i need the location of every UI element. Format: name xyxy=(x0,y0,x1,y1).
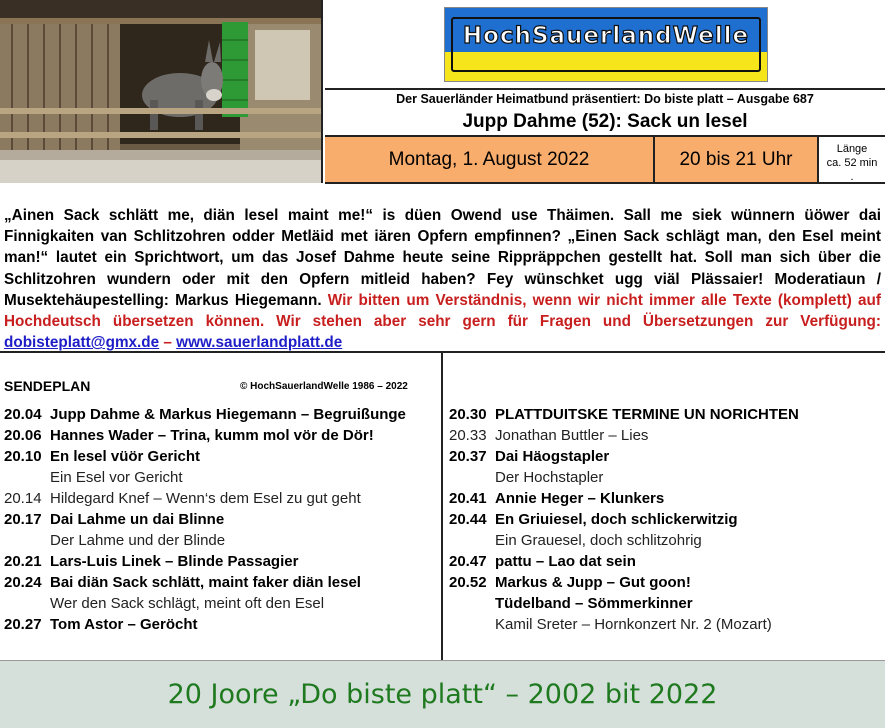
schedule-entry xyxy=(449,614,881,635)
schedule-title: Jupp Dahme & Markus Hiegemann – Begruißunge xyxy=(50,406,406,423)
schedule-title: Hildegard Knef – Wenn‘s dem Esel zu gut geht xyxy=(50,490,361,507)
broadcast-time: 20 bis 21 Uhr xyxy=(655,137,819,182)
schedule-title: PLATTDUITSKE TERMINE UN NORICHTEN xyxy=(495,406,799,423)
schedule-time: 20.27 xyxy=(4,616,42,633)
schedule-column-divider xyxy=(441,353,443,660)
description-main: „Ainen Sack schlätt me, diän lesel maint me!“ is düen Owend use Thäimen. Sall me siek wünnern üöwer dai Finnigkaiten van Schlitzohren odder Metläid met iären Opfern empfinnen? „Einen Sack schlägt man, den Esel meint man!“ lautet ein Sprichtwort, um das Josef Dahme heute seine Rippräppchen gestellt hat. Soll man sich über die Schlitzohren wundern oder mit den Opfern mitleid haben? Fey wünschket ugg viäl Plässaier! Moderatiaun / Musektehäupestelling: Markus Hiegemann. xyxy=(4,207,881,309)
length-dot: . xyxy=(850,171,854,183)
schedule-entry xyxy=(449,572,881,593)
header-photo xyxy=(0,0,323,183)
schedule-title: Tüdelband – Sömmerkinner xyxy=(495,595,693,612)
schedule-right-column xyxy=(449,404,881,635)
schedule-translation: Der Lahme und der Blinde xyxy=(50,532,226,549)
schedule-translation-row xyxy=(4,467,440,488)
schedule-translation-row xyxy=(4,593,440,614)
station-logo[interactable] xyxy=(444,7,768,82)
schedule-title: Markus & Jupp – Gut goon! xyxy=(495,574,691,591)
translation-notice: Wir bitten um Verständnis, wenn wir nicht immer alle Texte (komplett) auf Hochdeutsch übersetzen können. Wir stehen aber sehr gern für Fragen und Übersetzungen zur Verfügung: xyxy=(4,291,881,331)
schedule-entry xyxy=(4,614,440,635)
schedule-translation-row xyxy=(4,530,440,551)
schedule-entry xyxy=(4,488,440,509)
schedule-time: 20.41 xyxy=(449,490,487,507)
schedule-title: Bai diän Sack schlätt, maint faker diän lesel xyxy=(50,574,361,591)
schedule-time: 20.10 xyxy=(4,448,42,465)
schedule-title: En lesel vüör Gericht xyxy=(50,448,201,465)
schedule-entry xyxy=(4,404,440,425)
length-box xyxy=(819,137,885,182)
schedule-translation-row xyxy=(449,467,881,488)
schedule-time xyxy=(449,593,495,614)
schedule-translation-row xyxy=(449,530,881,551)
schedule-entry xyxy=(449,509,881,530)
schedule-time: 20.52 xyxy=(449,574,487,591)
schedule-title: Annie Heger – Klunkers xyxy=(495,490,665,507)
length-value: ca. 52 min xyxy=(826,157,878,169)
schedule-title: Jonathan Buttler – Lies xyxy=(495,427,649,444)
schedule-entry xyxy=(449,488,881,509)
schedule-time: 20.04 xyxy=(4,406,42,423)
length-label: Länge xyxy=(836,143,868,155)
footer-banner xyxy=(0,660,885,728)
episode-title: Jupp Dahme (52): Sack un lesel xyxy=(462,111,748,132)
schedule-time: 20.24 xyxy=(4,574,42,591)
schedule-time: 20.17 xyxy=(4,511,42,528)
schedule-title: Dai Häogstapler xyxy=(495,448,610,465)
schedule-entry xyxy=(449,551,881,572)
schedule-time: 20.21 xyxy=(4,553,42,570)
presents-line: Der Sauerländer Heimatbund präsentiert: Do biste platt – Ausgabe 687 xyxy=(396,92,814,106)
schedule-time: 20.30 xyxy=(449,406,487,423)
donkey-photo-illustration xyxy=(0,0,323,183)
schedule-time xyxy=(449,614,495,635)
schedule-time: 20.06 xyxy=(4,427,42,444)
schedule-time: 20.44 xyxy=(449,511,487,528)
schedule-entry xyxy=(449,593,881,614)
schedule-translation: Der Hochstapler xyxy=(495,469,604,486)
schedule-left-column xyxy=(4,404,440,635)
schedule-title: Dai Lahme un dai Blinne xyxy=(50,511,225,528)
schedule-time: 20.33 xyxy=(449,427,487,444)
header-divider xyxy=(325,88,885,90)
link-separator: – xyxy=(163,334,172,352)
broadcast-info-row xyxy=(325,135,885,184)
schedule-translation: Ein Grauesel, doch schlitzohrig xyxy=(495,532,702,549)
schedule-time: 20.37 xyxy=(449,448,487,465)
schedule-time: 20.14 xyxy=(4,490,42,507)
broadcast-date: Montag, 1. August 2022 xyxy=(325,137,655,182)
schedule-title: pattu – Lao dat sein xyxy=(495,553,636,570)
episode-description xyxy=(4,205,881,353)
schedule-heading: SENDEPLAN xyxy=(4,378,91,394)
schedule-title: Tom Astor – Geröcht xyxy=(50,616,198,633)
website-link[interactable]: www.sauerlandplatt.de xyxy=(176,334,343,352)
schedule-title: En Griuiesel, doch schlickerwitzig xyxy=(495,511,738,528)
schedule-entry xyxy=(4,446,440,467)
schedule-entry xyxy=(4,509,440,530)
schedule-title: Kamil Sreter – Hornkonzert Nr. 2 (Mozart) xyxy=(495,616,772,633)
schedule-entry xyxy=(449,404,881,425)
schedule-entry xyxy=(4,425,440,446)
schedule-entry xyxy=(449,425,881,446)
copyright-notice: © HochSauerlandWelle 1986 – 2022 xyxy=(240,381,408,392)
schedule-title: Lars-Luis Linek – Blinde Passagier xyxy=(50,553,299,570)
schedule-entry xyxy=(4,551,440,572)
logo-text: HochSauerlandWelle xyxy=(462,23,750,49)
schedule-entry xyxy=(449,446,881,467)
schedule-translation: Wer den Sack schlägt, meint oft den Esel xyxy=(50,595,325,612)
logo-area xyxy=(325,0,885,88)
footer-text: 20 Joore „Do biste platt“ – 2002 bit 2022 xyxy=(167,679,718,710)
schedule-entry xyxy=(4,572,440,593)
email-link[interactable]: dobisteplatt@gmx.de xyxy=(4,334,160,352)
schedule-time: 20.47 xyxy=(449,553,487,570)
schedule-title: Hannes Wader – Trina, kumm mol vör de Dör! xyxy=(50,427,374,444)
schedule-translation: Ein Esel vor Gericht xyxy=(50,469,183,486)
